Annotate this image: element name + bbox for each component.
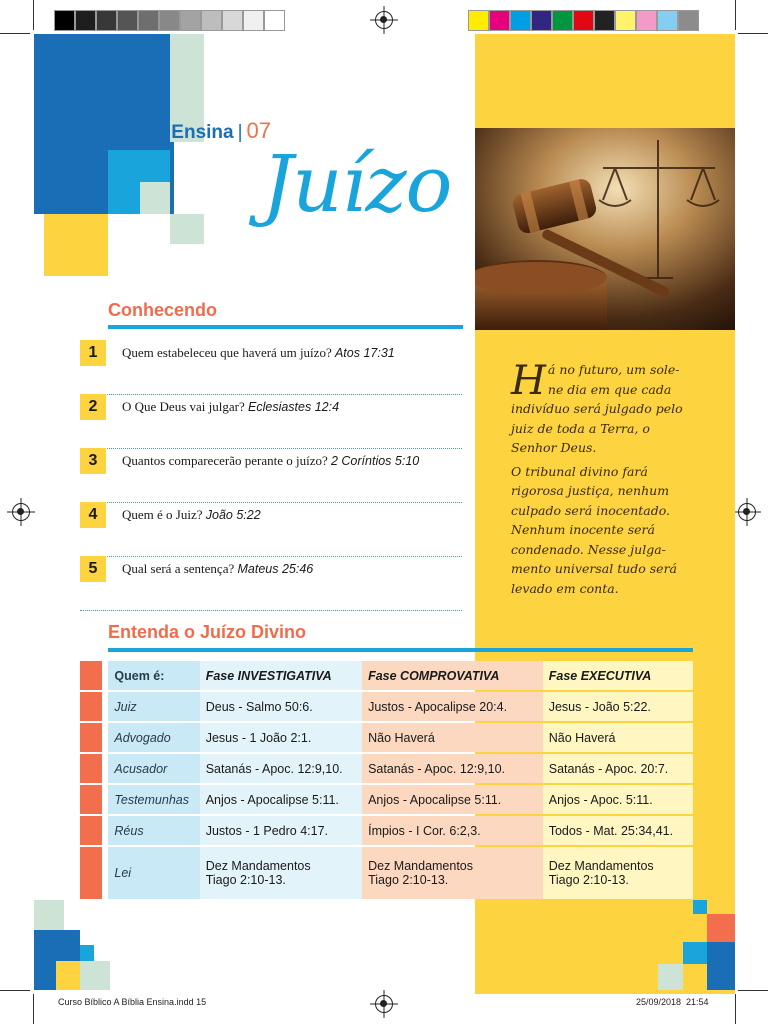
registration-mark-icon — [738, 503, 756, 521]
column-header: Fase COMPROVATIVA — [362, 661, 543, 690]
row-marker — [80, 816, 102, 845]
table-header-row — [80, 661, 693, 690]
decor-block-cyan — [693, 900, 707, 914]
decor-block-yellow — [56, 961, 80, 990]
quote-paragraph: Há no futuro, um sole-ne dia em que cada indivíduo será julgado pelo juiz de toda a Terra, o Senhor Deus. — [511, 358, 683, 455]
decor-block-cyan — [683, 942, 707, 964]
page-title: Juízo — [262, 140, 452, 230]
color-bar — [468, 10, 699, 31]
table-cell: Dez Mandamentos Tiago 2:10-13. — [362, 847, 543, 899]
table-cell: Não Haverá — [543, 723, 693, 752]
section-heading-conhecendo: Conhecendo — [108, 300, 218, 320]
crop-mark — [0, 990, 30, 991]
judgment-phases-table — [80, 659, 693, 901]
question-item — [80, 556, 462, 611]
question-number: 2 — [80, 394, 106, 420]
table-cell: Todos - Mat. 25:34,41. — [543, 816, 693, 845]
table-cell: Anjos - Apocalipse 5:11. — [362, 785, 543, 814]
table-row — [80, 692, 693, 721]
table-cell: Não Haverá — [362, 723, 543, 752]
question-text: Quantos comparecerão perante o juízo? 2 Coríntios 5:10 — [122, 453, 420, 468]
table-cell: Dez Mandamentos Tiago 2:10-13. — [200, 847, 362, 899]
footer-file-label: Curso Bíblico A Bíblia Ensina.indd 15 — [58, 997, 207, 1007]
question-item — [80, 340, 462, 395]
question-text: O Que Deus vai julgar? Eclesiastes 12:4 — [122, 399, 340, 414]
table-row — [80, 723, 693, 752]
question-reference: 2 Coríntios 5:10 — [330, 454, 420, 468]
row-marker — [80, 754, 102, 783]
registration-mark-icon — [375, 995, 393, 1013]
row-label: Juiz — [108, 692, 199, 721]
table-cell: Anjos - Apoc. 5:11. — [543, 785, 693, 814]
question-number: 1 — [80, 340, 106, 366]
series-separator: | — [237, 122, 243, 143]
decor-block-blue — [707, 942, 735, 990]
question-reference: Mateus 25:46 — [237, 562, 314, 576]
table-cell: Justos - Apocalipse 20:4. — [362, 692, 543, 721]
question-reference: Atos 17:31 — [334, 346, 395, 360]
series-name: A Bíblia Ensina — [96, 122, 234, 143]
decor-block-mint — [658, 964, 683, 990]
lesson-number: 07 — [246, 118, 272, 143]
table-row — [80, 754, 693, 783]
section-heading-entenda: Entenda o Juízo Divino — [108, 622, 307, 642]
crop-mark — [738, 33, 768, 34]
question-number: 4 — [80, 502, 106, 528]
table-cell: Dez Mandamentos Tiago 2:10-13. — [543, 847, 693, 899]
decor-block-cyan — [80, 945, 94, 961]
decor-block-yellow — [44, 214, 108, 276]
row-label: Réus — [108, 816, 199, 845]
decor-block-coral — [707, 914, 735, 942]
row-marker — [80, 661, 102, 690]
heading-rule — [108, 325, 463, 329]
column-header: Quem é: — [108, 661, 199, 690]
registration-mark-icon — [375, 11, 393, 29]
decor-block-mint — [170, 214, 204, 244]
quote-paragraph: O tribunal divino fará rigorosa justiça, nenhum culpado será inocentado. Nenhum inocente será condenado. Nesse julga-mento universal tudo será levado em conta. — [511, 463, 678, 596]
crop-mark — [735, 994, 736, 1024]
column-header: Fase INVESTIGATIVA — [200, 661, 362, 690]
table-cell: Ímpios - I Cor. 6:2,3. — [362, 816, 543, 845]
question-item — [80, 502, 462, 557]
table-cell: Deus - Salmo 50:6. — [200, 692, 362, 721]
question-item — [80, 448, 462, 503]
table-row — [80, 785, 693, 814]
row-label: Advogado — [108, 723, 199, 752]
question-item — [80, 394, 462, 449]
footer-date: 25/09/2018 21:54 — [636, 997, 709, 1007]
crop-mark — [0, 33, 30, 34]
question-number: 3 — [80, 448, 106, 474]
crop-mark — [738, 990, 768, 991]
question-reference: Eclesiastes 12:4 — [248, 400, 340, 414]
decor-block-mint — [34, 900, 64, 930]
row-label: Lei — [108, 847, 199, 899]
crop-mark — [33, 0, 34, 30]
question-number: 5 — [80, 556, 106, 582]
table-row — [80, 847, 693, 899]
grayscale-bar — [54, 10, 285, 31]
table-cell: Satanás - Apoc. 12:9,10. — [200, 754, 362, 783]
question-reference: João 5:22 — [205, 508, 261, 522]
table-cell: Satanás - Apoc. 20:7. — [543, 754, 693, 783]
row-marker — [80, 847, 102, 899]
row-label: Testemunhas — [108, 785, 199, 814]
table-cell: Jesus - 1 João 2:1. — [200, 723, 362, 752]
series-label — [96, 118, 271, 144]
crop-mark — [735, 0, 736, 30]
decor-block-mint — [140, 182, 170, 214]
table-cell: Justos - 1 Pedro 4:17. — [200, 816, 362, 845]
drop-cap: H — [511, 358, 546, 404]
row-label: Acusador — [108, 754, 199, 783]
crop-mark — [33, 994, 34, 1024]
registration-mark-icon — [12, 503, 30, 521]
decor-block-mint — [80, 961, 110, 990]
question-text: Quem estabeleceu que haverá um juízo? Atos 17:31 — [122, 345, 395, 360]
heading-rule — [108, 648, 693, 652]
table-cell: Anjos - Apocalipse 5:11. — [200, 785, 362, 814]
row-marker — [80, 692, 102, 721]
intro-quote — [511, 360, 691, 602]
row-marker — [80, 785, 102, 814]
gavel-and-scales-photo — [475, 128, 735, 330]
table-cell: Jesus - João 5:22. — [543, 692, 693, 721]
table-cell: Satanás - Apoc. 12:9,10. — [362, 754, 543, 783]
question-text: Qual será a sentença? Mateus 25:46 — [122, 561, 314, 576]
question-text: Quem é o Juiz? João 5:22 — [122, 507, 261, 522]
column-header: Fase EXECUTIVA — [543, 661, 693, 690]
row-marker — [80, 723, 102, 752]
table-row — [80, 816, 693, 845]
